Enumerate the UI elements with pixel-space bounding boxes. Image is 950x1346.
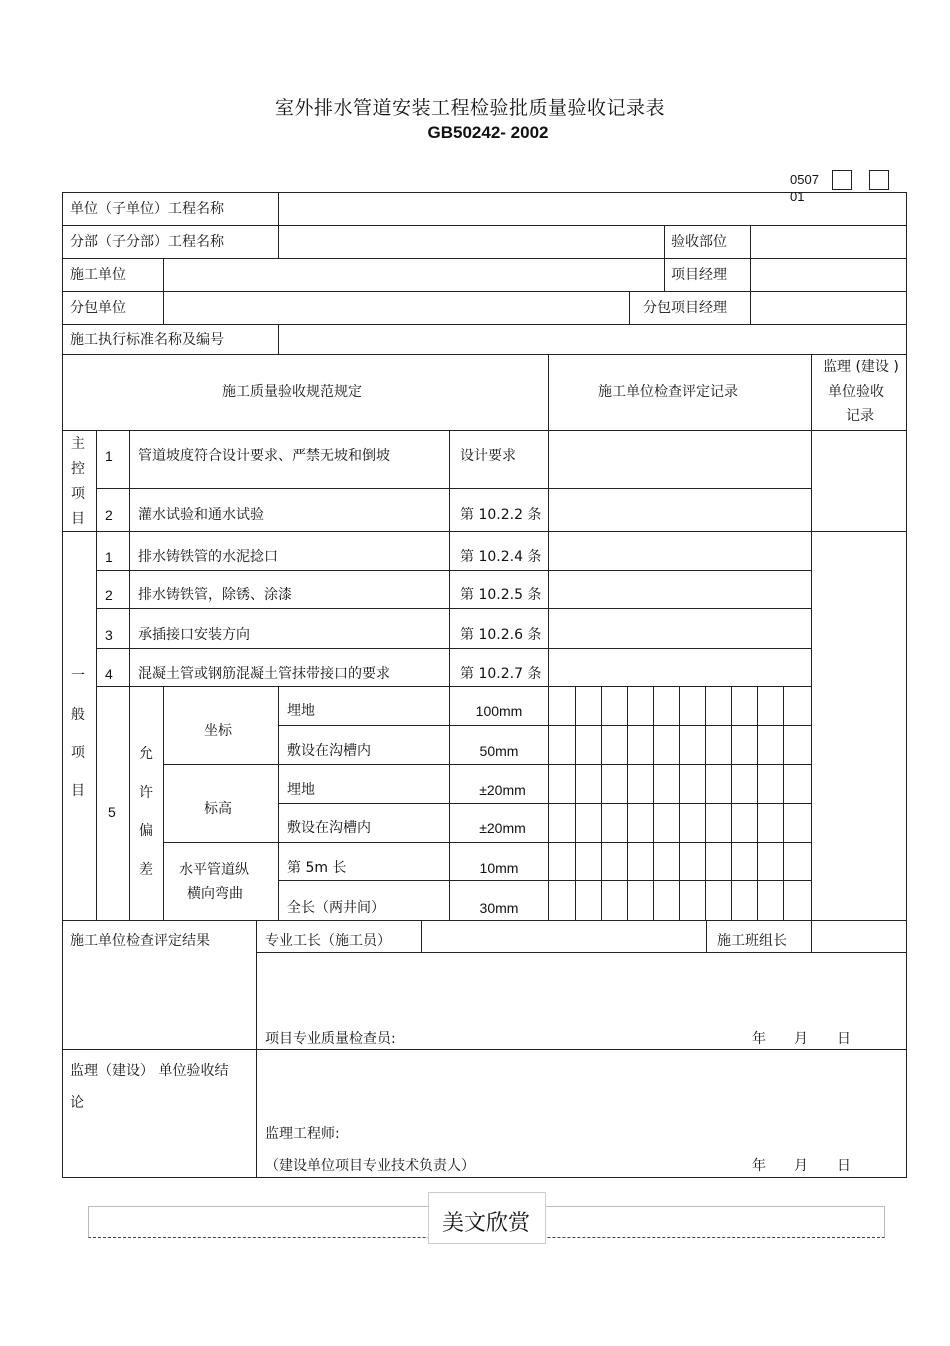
- accept-part-input[interactable]: [752, 227, 905, 257]
- main-control-label-1: 主: [71, 436, 85, 452]
- bend-label-2: 横向弯曲: [187, 886, 243, 902]
- form-code-line2: 01: [790, 189, 805, 204]
- form-title: 室外排水管道安装工程检验批质量验收记录表: [274, 97, 665, 119]
- general-item-2-ref: 第 10.2.5 条: [460, 587, 542, 603]
- conclusion-label-1: 监理（建设） 单位验收结: [70, 1063, 229, 1079]
- project-manager-label: 项目经理: [671, 267, 727, 283]
- main-item-2-ref: 第 10.2.2 条: [460, 507, 542, 523]
- spec-header: 施工质量验收规范规定: [222, 384, 362, 400]
- coord-label: 坐标: [204, 723, 232, 739]
- main-control-label-3: 项: [71, 486, 85, 502]
- result-month: 月: [794, 1031, 808, 1047]
- general-item-3-ref: 第 10.2.6 条: [460, 627, 542, 643]
- general-item-4-desc: 混凝土管或钢筋混凝土管抹带接口的要求: [138, 666, 390, 682]
- dev-row-2-cond: 敷设在沟槽内: [287, 743, 371, 759]
- sub-manager-input[interactable]: [752, 293, 905, 323]
- general-item-1-no: 1: [105, 549, 113, 565]
- sub-contractor-label: 分包单位: [70, 300, 126, 316]
- dev-row-4-val: ±20mm: [479, 820, 526, 836]
- main-item-2-no: 2: [105, 507, 113, 523]
- engineer-label: 监理工程师:: [265, 1126, 340, 1142]
- inspector-label: 项目专业质量检查员:: [265, 1031, 396, 1047]
- main-item-1-ref: 设计要求: [460, 448, 516, 464]
- sub-name-input[interactable]: [280, 227, 663, 257]
- general-item-4-no: 4: [105, 666, 113, 682]
- team-leader-label: 施工班组长: [717, 933, 787, 949]
- general-label-2: 般: [71, 707, 85, 723]
- main-control-label-2: 控: [71, 461, 85, 477]
- elevation-label: 标高: [204, 801, 232, 817]
- unit-name-label: 单位（子单位）工程名称: [70, 201, 224, 217]
- dev-row-4-cond: 敷设在沟槽内: [287, 820, 371, 836]
- dev-row-2-val: 50mm: [479, 743, 519, 759]
- supervision-header-3: 记录: [846, 408, 874, 424]
- dev-row-6-val: 30mm: [479, 900, 519, 916]
- deviation-no: 5: [108, 804, 116, 820]
- dev-row-5-cond: 第 5m 长: [287, 860, 347, 876]
- general-label-4: 目: [71, 783, 85, 799]
- form-code-line1: 0507: [790, 172, 819, 187]
- construction-unit-input[interactable]: [165, 260, 663, 290]
- dev-row-3-cond: 埋地: [287, 782, 315, 798]
- accept-part-label: 验收部位: [671, 234, 727, 250]
- general-item-2-desc: 排水铸铁管，除锈、涂漆: [138, 587, 292, 603]
- foreman-input[interactable]: [423, 922, 705, 951]
- deviation-label-1: 允: [139, 746, 153, 762]
- main-control-label-4: 目: [71, 511, 85, 527]
- main-item-1-no: 1: [105, 448, 113, 464]
- project-manager-input[interactable]: [752, 260, 905, 290]
- conclusion-year: 年: [752, 1158, 766, 1174]
- check-record-header: 施工单位检查评定记录: [598, 384, 738, 400]
- conclusion-label-2: 论: [70, 1095, 84, 1111]
- general-item-1-desc: 排水铸铁管的水泥捻口: [138, 549, 278, 565]
- supervision-header-1: 监理 (建设 ): [823, 359, 899, 375]
- general-item-3-no: 3: [105, 627, 113, 643]
- standard-name-label: 施工执行标准名称及编号: [70, 332, 224, 348]
- dev-row-1-cond: 埋地: [287, 703, 315, 719]
- conclusion-month: 月: [794, 1158, 808, 1174]
- result-year: 年: [752, 1031, 766, 1047]
- bend-label-1: 水平管道纵: [179, 862, 249, 878]
- sub-contractor-input[interactable]: [165, 293, 628, 323]
- construction-unit-label: 施工单位: [70, 267, 126, 283]
- general-item-2-no: 2: [105, 587, 113, 603]
- dev-row-6-cond: 全长（两井间）: [287, 900, 385, 916]
- conclusion-day: 日: [837, 1158, 851, 1174]
- main-item-1-desc: 管道坡度符合设计要求、严禁无坡和倒坡: [138, 448, 390, 464]
- standard-number: GB50242- 2002: [427, 123, 549, 142]
- result-label: 施工单位检查评定结果: [70, 933, 210, 949]
- dev-row-3-val: ±20mm: [479, 782, 526, 798]
- general-label-3: 项: [71, 745, 85, 761]
- supervision-header-2: 单位验收: [828, 384, 884, 400]
- sub-manager-label: 分包项目经理: [643, 300, 727, 316]
- deviation-label-3: 偏: [139, 823, 153, 839]
- team-leader-input[interactable]: [813, 922, 905, 951]
- unit-name-input[interactable]: [280, 194, 905, 224]
- general-item-4-ref: 第 10.2.7 条: [460, 666, 542, 682]
- general-item-1-ref: 第 10.2.4 条: [460, 549, 542, 565]
- main-item-2-desc: 灌水试验和通水试验: [138, 507, 264, 523]
- deviation-label-2: 许: [139, 785, 153, 801]
- dev-row-5-val: 10mm: [479, 860, 519, 876]
- general-item-3-desc: 承插接口安装方向: [138, 627, 250, 643]
- foreman-label: 专业工长（施工员）: [265, 933, 391, 949]
- deviation-label-4: 差: [139, 862, 153, 878]
- result-day: 日: [837, 1031, 851, 1047]
- sub-name-label: 分部（子分部）工程名称: [70, 234, 224, 250]
- general-label-1: 一: [71, 668, 85, 684]
- standard-name-input[interactable]: [280, 326, 905, 353]
- dev-row-1-val: 100mm: [475, 703, 523, 719]
- footer-text: 美文欣赏: [441, 1211, 530, 1236]
- owner-rep-label: （建设单位项目专业技术负责人）: [265, 1158, 475, 1174]
